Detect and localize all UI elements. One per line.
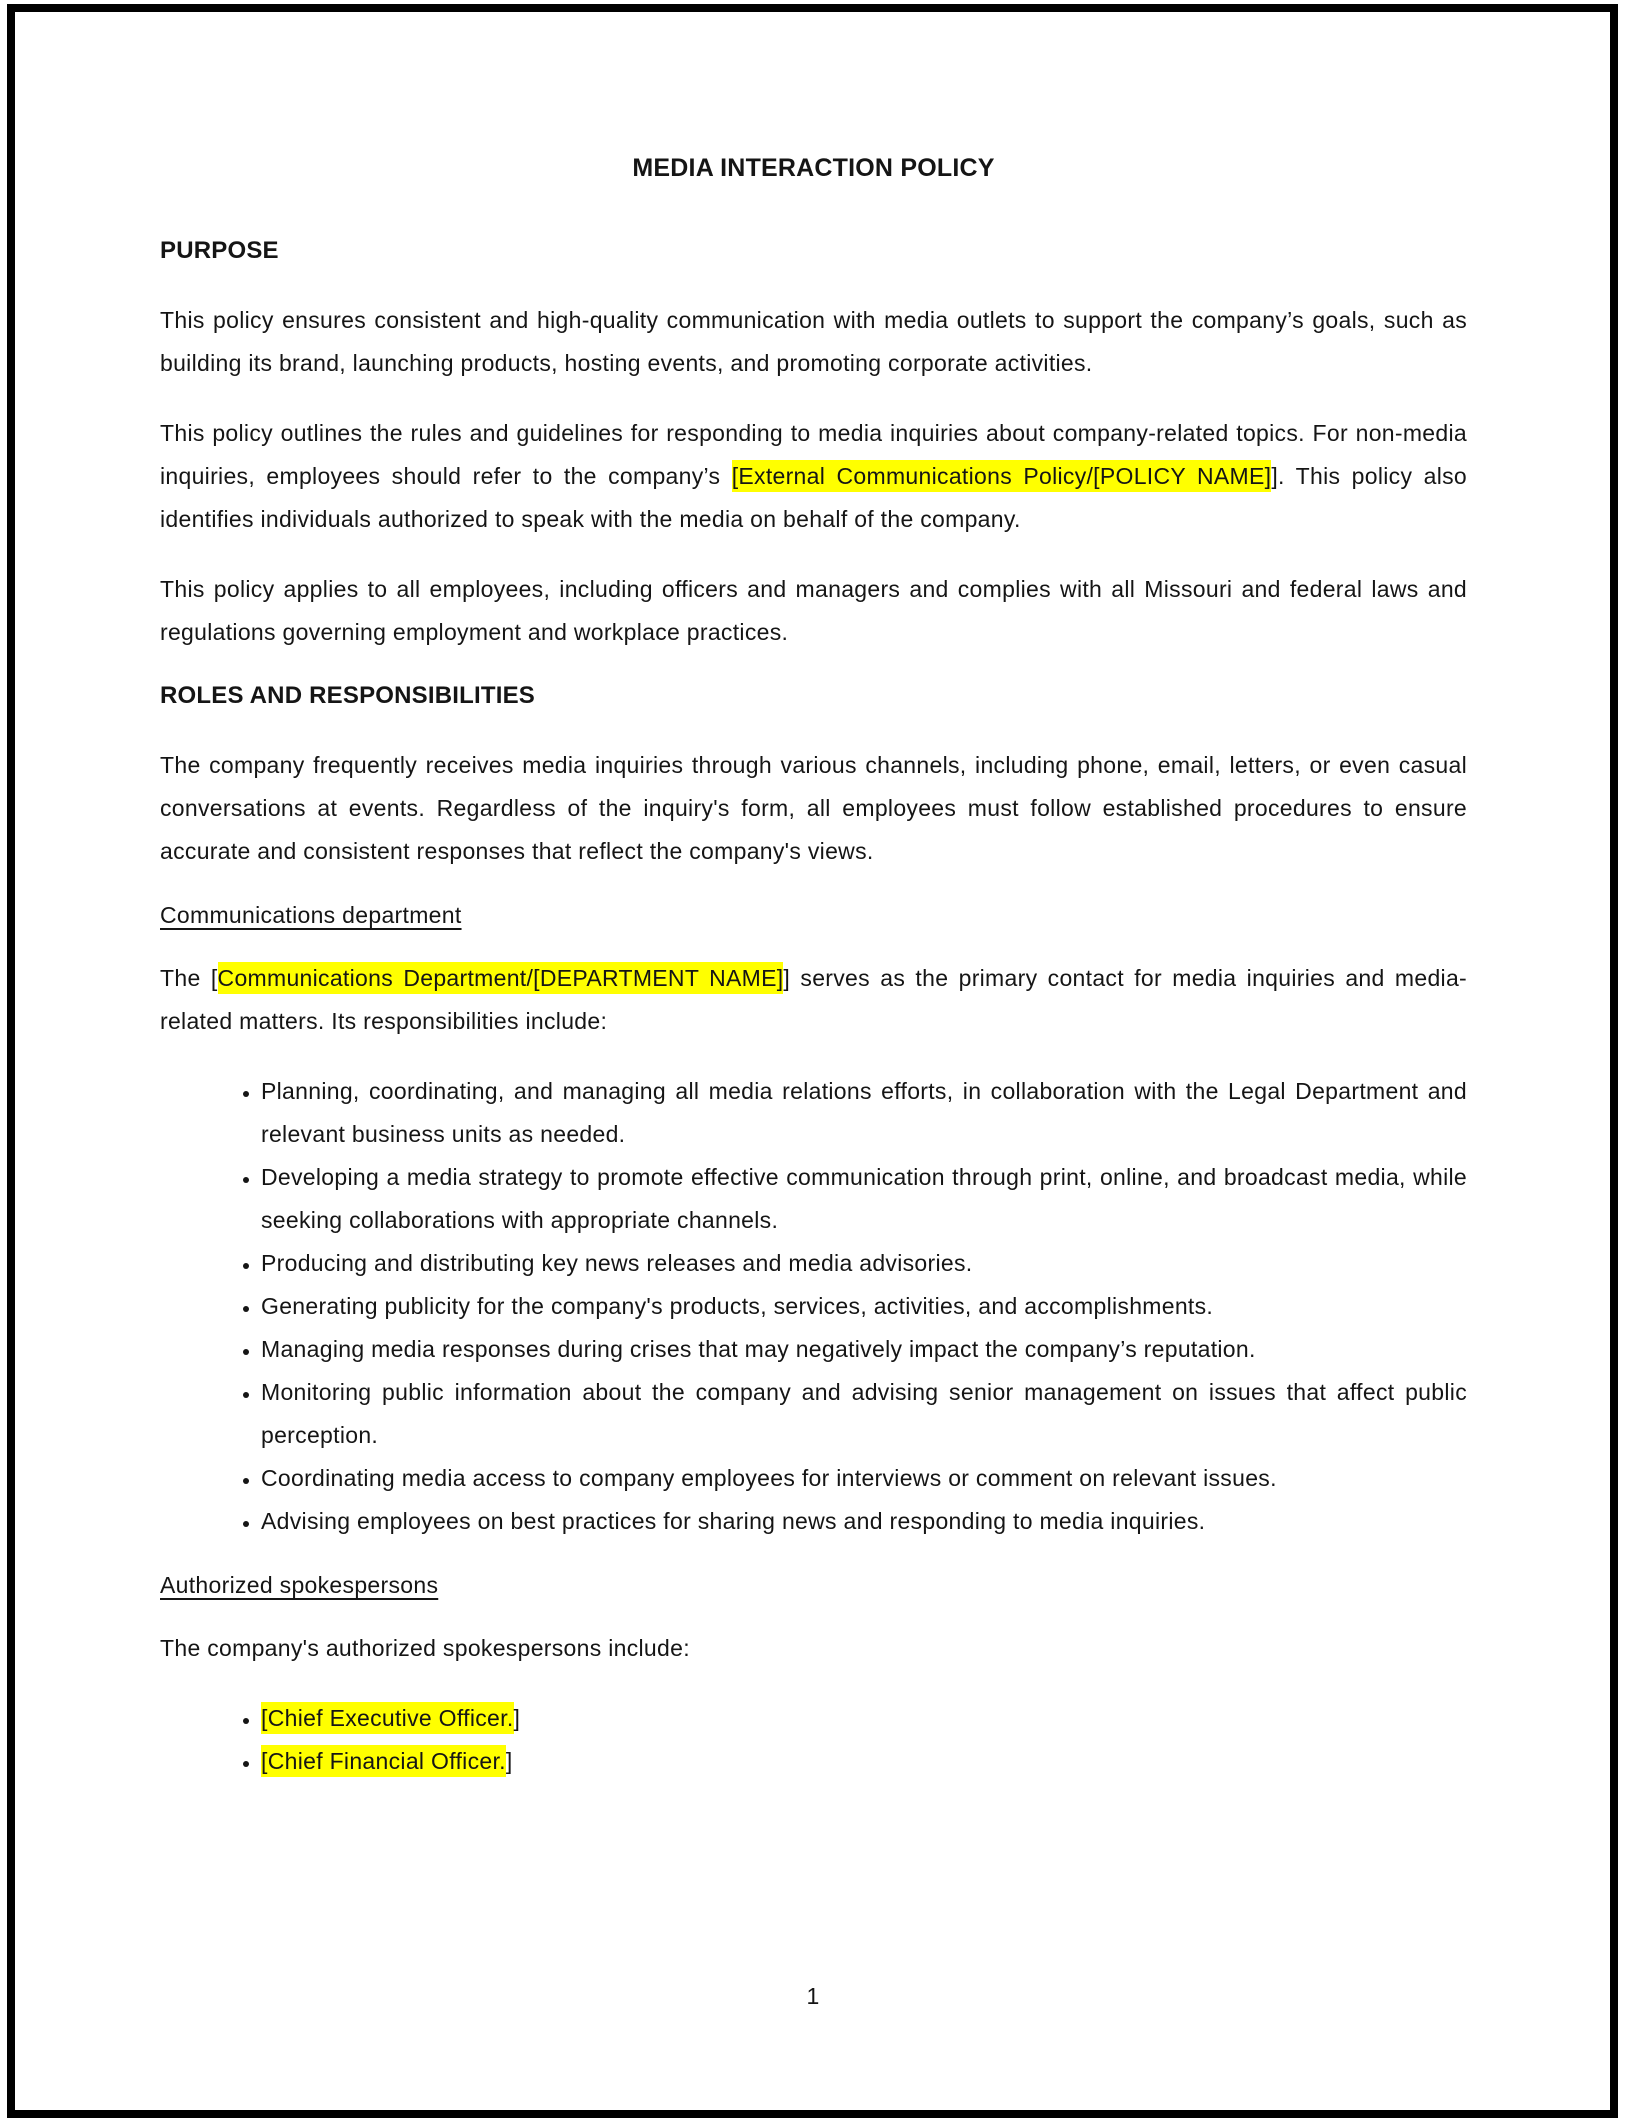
- paragraph-purpose-3: This policy applies to all employees, including officers and managers and complies with all Missouri and federal laws and regulations governing employment and workplace practices.: [160, 576, 1467, 645]
- text-run: ]: [505, 1748, 513, 1774]
- paragraph-communications-1: [160, 957, 1467, 1043]
- highlighted-text: [External Communications Policy/[POLICY NAME]: [732, 460, 1272, 492]
- paragraph-roles-1: The company frequently receives media inquiries through various channels, including phone, email, letters, or even casual conversations at events. Regardless of the inquiry's form, all employees must follow established procedures to ensure accurate and consistent responses that reflect the company's views.: [160, 752, 1467, 864]
- text-run: The [: [160, 965, 218, 991]
- text-run: ]: [513, 1705, 521, 1731]
- paragraph-purpose-2: [160, 412, 1467, 541]
- page-number: 1: [806, 1983, 820, 2009]
- responsibilities-list: [160, 1070, 1467, 1543]
- subheading-communications-department: Communications department: [160, 902, 462, 928]
- highlighted-text: Communications Department/[DEPARTMENT NAME]: [218, 962, 784, 994]
- spokespersons-list: [160, 1697, 1467, 1783]
- list-item-chief-executive-officer: [261, 1697, 1467, 1740]
- list-item-chief-financial-officer: [261, 1740, 1467, 1783]
- document-title: MEDIA INTERACTION POLICY: [632, 154, 995, 182]
- text-run: ] serves as the primary contact for media inquiries and media-related matters. Its responsibilities include:: [160, 965, 1468, 1034]
- highlighted-text: [Chief Financial Officer.: [261, 1745, 506, 1777]
- list-item-developing: • Developing a media strategy to promote effective communication through print, online, and broadcast media, while seeking collaborations with appropriate channels.: [261, 1156, 1467, 1242]
- list-item-planning: • Planning, coordinating, and managing all media relations efforts, in collaboration with the Legal Department and relevant business units as needed.: [261, 1070, 1467, 1156]
- heading-purpose: PURPOSE: [160, 237, 279, 264]
- heading-roles-and-responsibilities: ROLES AND RESPONSIBILITIES: [160, 682, 536, 709]
- list-item-managing: • Managing media responses during crises that may negatively impact the company’s reputation.: [261, 1328, 1467, 1371]
- text-run: This policy outlines the rules and guidelines for responding to media inquiries about company-related topics. For non-media inquiries, employees should refer to the company’s: [160, 420, 1467, 489]
- highlighted-text: [Chief Executive Officer.: [261, 1702, 514, 1734]
- paragraph-spokespersons-intro: The company's authorized spokespersons include:: [160, 1635, 690, 1661]
- list-item-generating: • Generating publicity for the company's products, services, activities, and accomplishments.: [261, 1285, 1467, 1328]
- text-run: ]. This policy also identifies individuals authorized to speak with the media on behalf of the company.: [160, 463, 1467, 532]
- list-item-monitoring: • Monitoring public information about the company and advising senior management on issues that affect public perception.: [261, 1371, 1467, 1457]
- list-item-producing: • Producing and distributing key news releases and media advisories.: [261, 1242, 1467, 1285]
- document-content: [160, 150, 1467, 1810]
- list-item-coordinating: • Coordinating media access to company employees for interviews or comment on relevant issues.: [261, 1457, 1467, 1500]
- subheading-authorized-spokespersons: Authorized spokespersons: [160, 1572, 439, 1598]
- paragraph-purpose-1: This policy ensures consistent and high-quality communication with media outlets to support the company’s goals, such as building its brand, launching products, hosting events, and promoting corporate activities.: [160, 307, 1467, 376]
- list-item-advising: • Advising employees on best practices for sharing news and responding to media inquiries.: [261, 1500, 1467, 1543]
